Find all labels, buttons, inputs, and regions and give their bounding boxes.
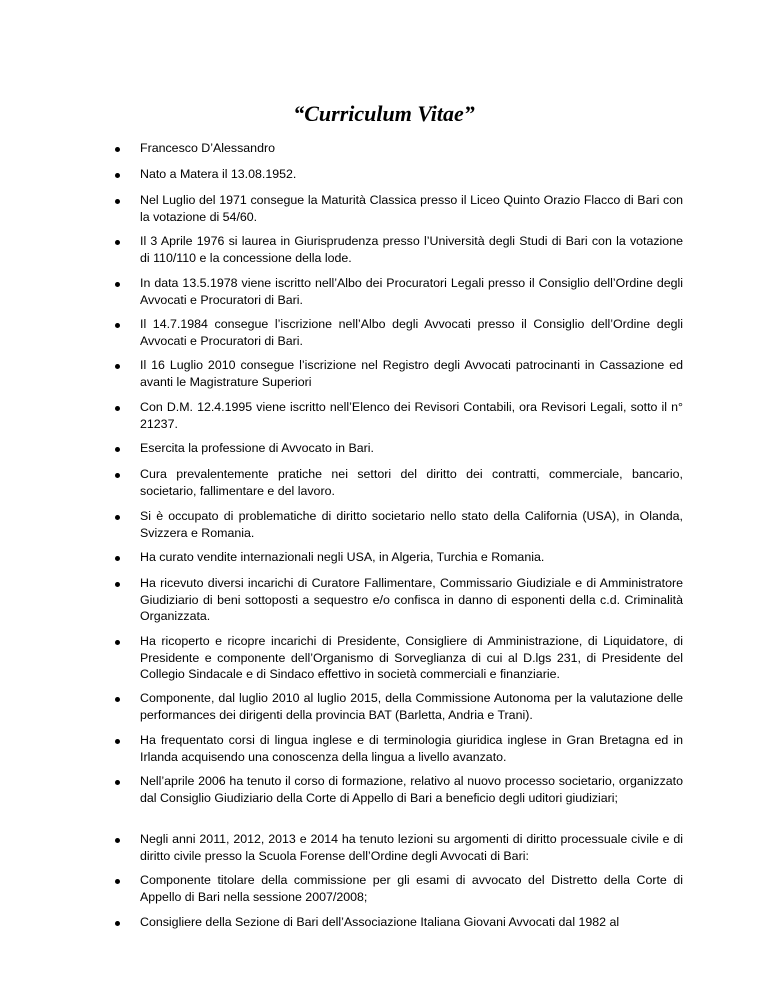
bullet-icon	[115, 199, 120, 204]
list-item-text: Negli anni 2011, 2012, 2013 e 2014 ha tenuto lezioni su argomenti di diritto processuale civile e di diritto civile presso la Scuola Forense dell’Ordine degli Avvocati di Bari:	[140, 832, 683, 863]
list-item-text: Componente, dal luglio 2010 al luglio 2015, della Commissione Autonoma per la valutazione delle performances dei dirigenti della provincia BAT (Barletta, Andria e Trani).	[140, 691, 683, 722]
list-item-text: Nato a Matera il 13.08.1952.	[140, 167, 297, 181]
bullet-icon	[115, 323, 120, 328]
list-item-text: Esercita la professione di Avvocato in Bari.	[140, 441, 374, 455]
list-item-text: Con D.M. 12.4.1995 viene iscritto nell’Elenco dei Revisori Contabili, ora Revisori Legali, sotto il n° 21237.	[140, 400, 683, 431]
bullet-icon	[115, 780, 120, 785]
list-item-text: In data 13.5.1978 viene iscritto nell’Albo dei Procuratori Legali presso il Consiglio dell’Ordine degli Avvocati e Procuratori di Bari.	[140, 276, 683, 307]
bullet-icon	[115, 697, 120, 702]
list-item-text: Consigliere della Sezione di Bari dell’Associazione Italiana Giovani Avvocati dal 1982 al	[140, 915, 620, 929]
bullet-icon	[115, 173, 120, 178]
list-item-text: Il 14.7.1984 consegue l’iscrizione nell’Albo degli Avvocati presso il Consiglio dell’Ordine degli Avvocati e Procuratori di Bari.	[140, 317, 683, 348]
list-item-text: Ha ricoperto e ricopre incarichi di Presidente, Consigliere di Amministrazione, di Liquidatore, di Presidente e componente dell’Organismo di Sorveglianza di cui al D.lgs 231, di Presidente del Collegio Sindacale e di Sindaco effettivo in società commerciali e finanziarie.	[140, 634, 683, 681]
list-item-text: Il 16 Luglio 2010 consegue l’iscrizione nel Registro degli Avvocati patrocinanti in Cassazione ed avanti le Magistrature Superiori	[140, 358, 683, 389]
bullet-icon	[115, 879, 120, 884]
list-item-text: Ha curato vendite internazionali negli USA, in Algeria, Turchia e Romania.	[140, 550, 545, 564]
list-item-text: Ha ricevuto diversi incarichi di Curatore Fallimentare, Commissario Giudiziale e di Amministratore Giudiziario di beni sottoposti a sequestro e/o confisca in danno di esponenti della c.d. Criminalità Organizzata.	[140, 576, 683, 623]
bullet-icon	[115, 838, 120, 843]
list-item-text: Componente titolare della commissione per gli esami di avvocato del Distretto della Corte di Appello di Bari nella sessione 2007/2008;	[140, 873, 683, 904]
list-item-text: Il 3 Aprile 1976 si laurea in Giurisprudenza presso l’Università degli Studi di Bari con la votazione di 110/110 e la concessione della lode.	[140, 234, 683, 265]
bullet-icon	[115, 515, 120, 520]
list-item-text: Francesco D’Alessandro	[140, 141, 275, 155]
bullet-icon	[115, 582, 120, 587]
list-item-text: Nel Luglio del 1971 consegue la Maturità Classica presso il Liceo Quinto Orazio Flacco di Bari con la votazione di 54/60.	[140, 193, 683, 224]
bullet-icon	[115, 282, 120, 287]
list-item-text: Ha frequentato corsi di lingua inglese e di terminologia giuridica inglese in Gran Bretagna ed in Irlanda acquisendo una conoscenza della lingua a livello avanzato.	[140, 733, 683, 764]
bullet-icon	[115, 739, 120, 744]
list-item-text: Cura prevalentemente pratiche nei settori del diritto dei contratti, commerciale, bancario, societario, fallimentare e del lavoro.	[140, 467, 683, 498]
bullet-icon	[115, 240, 120, 245]
bullet-icon	[115, 556, 120, 561]
document-title: “Curriculum Vitae”	[293, 101, 475, 126]
bullet-icon	[115, 147, 120, 152]
bullet-icon	[115, 447, 120, 452]
bullet-icon	[115, 473, 120, 478]
list-item-text: Si è occupato di problematiche di diritto societario nello stato della California (USA), in Olanda, Svizzera e Romania.	[140, 509, 683, 540]
bullet-icon	[115, 921, 120, 926]
bullet-icon	[115, 640, 120, 645]
bullet-icon	[115, 364, 120, 369]
bullet-icon	[115, 406, 120, 411]
list-item-text: Nell’aprile 2006 ha tenuto il corso di formazione, relativo al nuovo processo societario, organizzato dal Consiglio Giudiziario della Corte di Appello di Bari a beneficio degli uditori giudiziari;	[140, 774, 683, 805]
